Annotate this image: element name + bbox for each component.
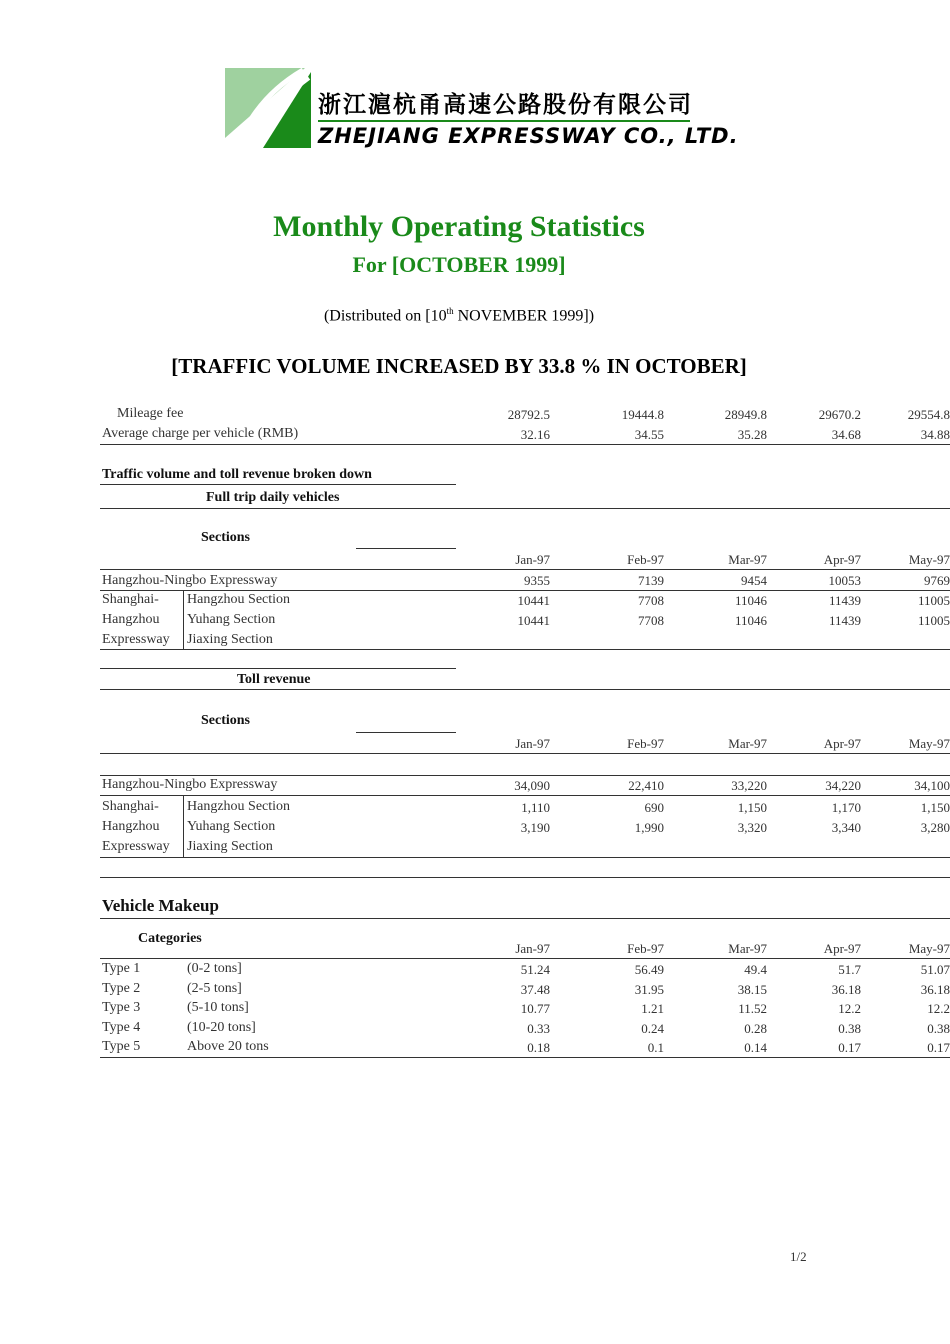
vehicle-share-value-2: 49.4 xyxy=(744,962,767,977)
vehicle-top-rule xyxy=(100,877,950,878)
vehicle-bottom-rule xyxy=(100,1057,950,1058)
vehicle-share-value-3: 51.7 xyxy=(838,962,861,977)
vehicle-heading: Vehicle Makeup xyxy=(102,896,219,915)
toll-ningbo-top-rule xyxy=(100,775,950,776)
vehicle-range-label: (5-10 tons] xyxy=(187,1000,249,1016)
traffic-subrow-value-2: 11046 xyxy=(734,593,767,608)
toll-subrow-label: Jiaxing Section xyxy=(187,839,273,854)
vehicle-type-label: Type 5 xyxy=(102,1039,141,1055)
toll-bottom-rule xyxy=(100,857,950,858)
toll-group-label-2: Hangzhou xyxy=(102,819,160,834)
average-charge-value-0: 32.16 xyxy=(520,427,550,442)
headline: [TRAFFIC VOLUME INCREASED BY 33.8 % IN OCTOBER] xyxy=(171,354,747,378)
toll-group-label-3: Expressway xyxy=(102,839,170,854)
vehicle-range-label: Above 20 tons xyxy=(187,1039,269,1055)
vehicle-share-value-1: 1.21 xyxy=(641,1001,664,1017)
vehicle-share-value-2: 0.14 xyxy=(744,1040,767,1056)
average-charge-value-2: 35.28 xyxy=(737,427,767,442)
average-charge-label: Average charge per vehicle (RMB) xyxy=(102,426,299,441)
traffic-group-label-1: Shanghai- xyxy=(102,592,159,607)
vehicle-share-value-4: 36.18 xyxy=(920,981,950,997)
vehicle-range-label: (10-20 tons] xyxy=(187,1019,256,1035)
vehicle-range-label: (2-5 tons] xyxy=(187,980,242,996)
traffic-subheading: Full trip daily vehicles xyxy=(206,490,340,505)
traffic-ningbo-value-2: 9454 xyxy=(741,573,767,588)
vehicle-share-value-4: 51.07 xyxy=(920,962,950,977)
vehicle-type-label: Type 1 xyxy=(102,961,141,976)
toll-subrow-value-4: 1,150 xyxy=(920,800,950,815)
toll-ningbo-value-1: 22,410 xyxy=(628,778,664,793)
company-name-chinese: 浙江滬杭甬高速公路股份有限公司 xyxy=(318,92,693,118)
vehicle-share-value-3: 0.17 xyxy=(838,1040,861,1056)
toll-ningbo-value-0: 34,090 xyxy=(514,778,550,793)
logo-divider xyxy=(318,120,690,122)
toll-subrow-value-3: 3,340 xyxy=(831,820,861,835)
vehicle-share-value-0: 10.77 xyxy=(520,1001,550,1017)
vehicle-header-rule xyxy=(100,958,950,959)
toll-subrow-label: Yuhang Section xyxy=(187,819,276,834)
vehicle-share-value-2: 11.52 xyxy=(738,1001,767,1017)
traffic-bottom-rule xyxy=(100,649,950,650)
toll-subrow-value-0: 1,110 xyxy=(521,800,550,815)
traffic-group-divider xyxy=(183,590,184,650)
toll-subrow-value-3: 1,170 xyxy=(831,800,861,815)
toll-subrow-value-1: 690 xyxy=(644,800,664,815)
toll-subrow-value-1: 1,990 xyxy=(634,820,664,835)
page-number: 1/2 xyxy=(790,1249,807,1264)
vehicle-share-value-1: 0.24 xyxy=(641,1020,664,1036)
vehicle-share-value-0: 37.48 xyxy=(520,981,550,997)
toll-ningbo-value-4: 34,100 xyxy=(914,778,950,793)
traffic-subrow-value-0: 10441 xyxy=(517,593,550,608)
vehicle-share-value-1: 56.49 xyxy=(634,962,664,977)
toll-subrow-label: Hangzhou Section xyxy=(187,799,291,814)
traffic-subrow-label: Yuhang Section xyxy=(187,612,276,627)
traffic-subrow-label: Hangzhou Section xyxy=(187,592,291,607)
traffic-heading: Traffic volume and toll revenue broken down xyxy=(102,467,372,482)
vehicle-share-value-0: 0.33 xyxy=(527,1020,550,1036)
traffic-ningbo-rule xyxy=(100,590,950,591)
traffic-ningbo-label: Hangzhou-Ningbo Expressway xyxy=(102,573,278,588)
traffic-ningbo-value-4: 9769 xyxy=(924,573,950,588)
vehicle-categories-label: Categories xyxy=(138,931,202,946)
average-charge-value-4: 34.88 xyxy=(920,427,950,442)
vehicle-month-header-4: May-97 xyxy=(908,941,950,956)
traffic-month-header-0: Jan-97 xyxy=(515,552,550,567)
report-period: For [OCTOBER 1999] xyxy=(352,252,566,277)
traffic-month-header-3: Apr-97 xyxy=(823,552,861,567)
traffic-subrow-value-3: 11439 xyxy=(828,613,861,628)
company-logo-mark xyxy=(225,68,311,148)
traffic-month-header-2: Mar-97 xyxy=(728,552,767,567)
traffic-subrow-value-0: 10441 xyxy=(517,613,550,628)
vehicle-type-label: Type 4 xyxy=(102,1019,141,1035)
page-title: Monthly Operating Statistics xyxy=(273,210,645,243)
traffic-ningbo-value-1: 7139 xyxy=(638,573,664,588)
mileage-fee-value-3: 29670.2 xyxy=(818,407,861,422)
mileage-fee-value-0: 28792.5 xyxy=(507,407,550,422)
traffic-group-label-3: Expressway xyxy=(102,632,170,647)
traffic-subrow-value-3: 11439 xyxy=(828,593,861,608)
vehicle-share-value-4: 0.38 xyxy=(927,1020,950,1036)
vehicle-share-value-2: 0.28 xyxy=(744,1020,767,1036)
vehicle-type-label: Type 3 xyxy=(102,1000,141,1016)
traffic-header-rule xyxy=(100,569,950,570)
traffic-subrow-value-4: 11005 xyxy=(917,593,950,608)
toll-sections-label: Sections xyxy=(201,713,250,728)
average-charge-value-1: 34.55 xyxy=(634,427,664,442)
mileage-fee-value-2: 28949.8 xyxy=(724,407,767,422)
toll-header-rule xyxy=(100,753,950,754)
mileage-fee-value-1: 19444.8 xyxy=(621,407,664,422)
toll-ningbo-rule xyxy=(100,795,950,796)
vehicle-share-value-3: 0.38 xyxy=(838,1020,861,1036)
vehicle-month-header-3: Apr-97 xyxy=(823,941,861,956)
toll-ningbo-value-3: 34,220 xyxy=(825,778,861,793)
toll-subrow-value-0: 3,190 xyxy=(520,820,550,835)
mileage-fee-value-4: 29554.8 xyxy=(907,407,950,422)
toll-group-divider xyxy=(183,795,184,857)
toll-month-header-0: Jan-97 xyxy=(515,736,550,751)
company-name-english: ZHEJIANG EXPRESSWAY CO., LTD. xyxy=(318,124,739,148)
vehicle-heading-rule xyxy=(100,918,950,919)
vehicle-type-label: Type 2 xyxy=(102,980,141,996)
traffic-group-label-2: Hangzhou xyxy=(102,612,160,627)
traffic-subrow-label: Jiaxing Section xyxy=(187,632,273,647)
average-charge-value-3: 34.68 xyxy=(831,427,861,442)
toll-sections-rule xyxy=(356,732,456,733)
traffic-month-header-1: Feb-97 xyxy=(627,552,664,567)
vehicle-share-value-0: 0.18 xyxy=(527,1040,550,1056)
toll-top-rule xyxy=(100,668,456,669)
traffic-heading-rule xyxy=(100,484,456,485)
traffic-ningbo-value-0: 9355 xyxy=(524,573,550,588)
vehicle-range-label: (0-2 tons] xyxy=(187,961,242,976)
vehicle-share-value-4: 0.17 xyxy=(927,1040,950,1056)
toll-subrow-value-4: 3,280 xyxy=(920,820,950,835)
traffic-subrow-value-4: 11005 xyxy=(917,613,950,628)
traffic-sections-rule xyxy=(356,548,456,549)
traffic-ningbo-value-3: 10053 xyxy=(828,573,861,588)
traffic-subrow-value-1: 7708 xyxy=(638,613,664,628)
vehicle-month-header-1: Feb-97 xyxy=(627,941,664,956)
vehicle-share-value-3: 12.2 xyxy=(838,1001,861,1017)
distribution-date: (Distributed on [10th NOVEMBER 1999]) xyxy=(323,306,595,325)
toll-month-header-3: Apr-97 xyxy=(823,736,861,751)
vehicle-month-header-2: Mar-97 xyxy=(728,941,767,956)
vehicle-share-value-1: 0.1 xyxy=(647,1040,664,1056)
traffic-month-header-4: May-97 xyxy=(908,552,950,567)
toll-subrow-value-2: 1,150 xyxy=(737,800,767,815)
summary-rule xyxy=(100,444,950,445)
toll-heading: Toll revenue xyxy=(237,672,311,687)
traffic-subheading-rule xyxy=(100,508,950,509)
toll-ningbo-value-2: 33,220 xyxy=(731,778,767,793)
traffic-subrow-value-1: 7708 xyxy=(638,593,664,608)
mileage-fee-label: Mileage fee xyxy=(117,406,184,421)
traffic-sections-label: Sections xyxy=(201,530,250,545)
vehicle-share-value-0: 51.24 xyxy=(520,962,550,977)
toll-month-header-1: Feb-97 xyxy=(627,736,664,751)
toll-month-header-2: Mar-97 xyxy=(728,736,767,751)
vehicle-share-value-4: 12.2 xyxy=(927,1001,950,1017)
vehicle-share-value-1: 31.95 xyxy=(634,981,664,997)
toll-month-header-4: May-97 xyxy=(908,736,950,751)
vehicle-share-value-2: 38.15 xyxy=(737,981,767,997)
vehicle-month-header-0: Jan-97 xyxy=(515,941,550,956)
toll-subrow-value-2: 3,320 xyxy=(737,820,767,835)
toll-group-label-1: Shanghai- xyxy=(102,799,159,814)
toll-ningbo-label: Hangzhou-Ningbo Expressway xyxy=(102,777,278,792)
traffic-subrow-value-2: 11046 xyxy=(734,613,767,628)
toll-heading-rule xyxy=(100,689,950,690)
vehicle-share-value-3: 36.18 xyxy=(831,981,861,997)
